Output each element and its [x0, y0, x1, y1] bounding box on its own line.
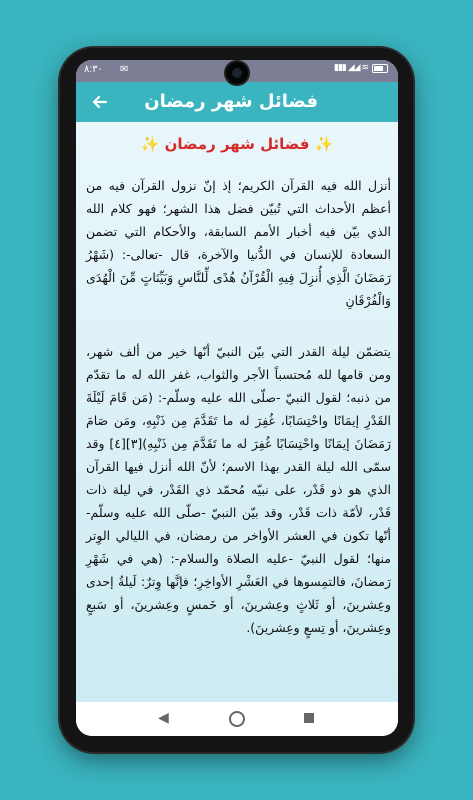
article-paragraph-2: يتضمّن ليلة القدر التي بيّن النبيّ أنّها خير من ألف شهر، ومن قامها لله مُحتسباً الأجر والثواب، غفر الله له ما تقدّم من ذنبه؛ لقول النبيّ -صلّى الله عليه وسلّم-: (مَن قَامَ لَيْلَةَ القَدْرِ إيمَانًا واحْتِسَابًا، غُفِرَ له ما تَقَدَّمَ مِن ذَنْبِهِ، ومَن صَامَ رَمَضَانَ إيمَانًا واحْتِسَابًا غُفِرَ له ما تَقَدَّمَ مِن ذَنْبِهِ)[٣][٤] وقد سمّى الله ليلة القدر بهذا الاسم؛ لأنّ الله أنزل فيها القرآن الذي هو ذو قَدْر، على نبيّه مُحمّد ذي القَدْر، في ليلة ذات قَدْر، لأمّة ذات قَدْر، وقد بيّن النبيّ -صلّى الله عليه وسلّم- أنّها تكون في العشر الأواخر من رمضان، في الليالي الوِتر منها؛ لقول النبيّ -عليه الصلاة والسلام-: (هي في شَهْرِ رَمضانَ، فالتمِسوها في العَشْرِ الأواخِرِ؛ فإنَّها وِترٌ: لَيلةُ إحدى وعِشرينَ، أو ثَلاثٍ وعِشرينَ، أو خَمسٍ وعِشرينَ، أو سَبعٍ وعِشرينَ، أو تِسعٍ وعِشرينَ).: [86, 344, 391, 635]
notification-icon: ✉: [120, 64, 129, 75]
status-icons: [334, 63, 388, 73]
phone-screen: [76, 60, 398, 736]
nav-back-button[interactable]: ◀: [158, 710, 169, 726]
arrow-back-icon-svg: [90, 92, 110, 112]
camera-icon: [226, 62, 248, 84]
page-title: فضائل شهر رمضان: [144, 91, 318, 112]
article-heading: ✨ فضائل شهر رمضان ✨: [140, 135, 334, 153]
signal-icons: ▮▮▮ ◢◢ ≋: [334, 63, 368, 73]
nav-recents-button[interactable]: [304, 713, 314, 723]
article-content[interactable]: [76, 122, 398, 702]
status-time: ٨:٣٠: [84, 64, 103, 75]
nav-home-button[interactable]: [229, 711, 245, 727]
article-paragraph-1: أنزل الله فيه القرآن الكريم؛ إذ إنّ نزول القرآن فيه من أعظم الأحداث التي تُبيّن فضل هذا الشهر؛ فهو كلام الله الذي بيّن فيه أخبار الأمم السابقة، والأحكام التي تضمن السعادة للإنسان في الدُّنيا والآخرة، قال -تعالى-: (شَهْرُ رَمَضَانَ الَّذِي أُنزِلَ فِيهِ الْقُرْآنُ هُدًى لِّلنَّاسِ وَبَيِّنَاتٍ مِّنَ الْهُدَى وَالْفُرْقَانِ: [86, 178, 391, 308]
system-nav-bar: [76, 702, 398, 736]
battery-icon: [372, 64, 388, 73]
arrow-back-icon[interactable]: [86, 88, 114, 116]
app-bar: [76, 82, 398, 122]
